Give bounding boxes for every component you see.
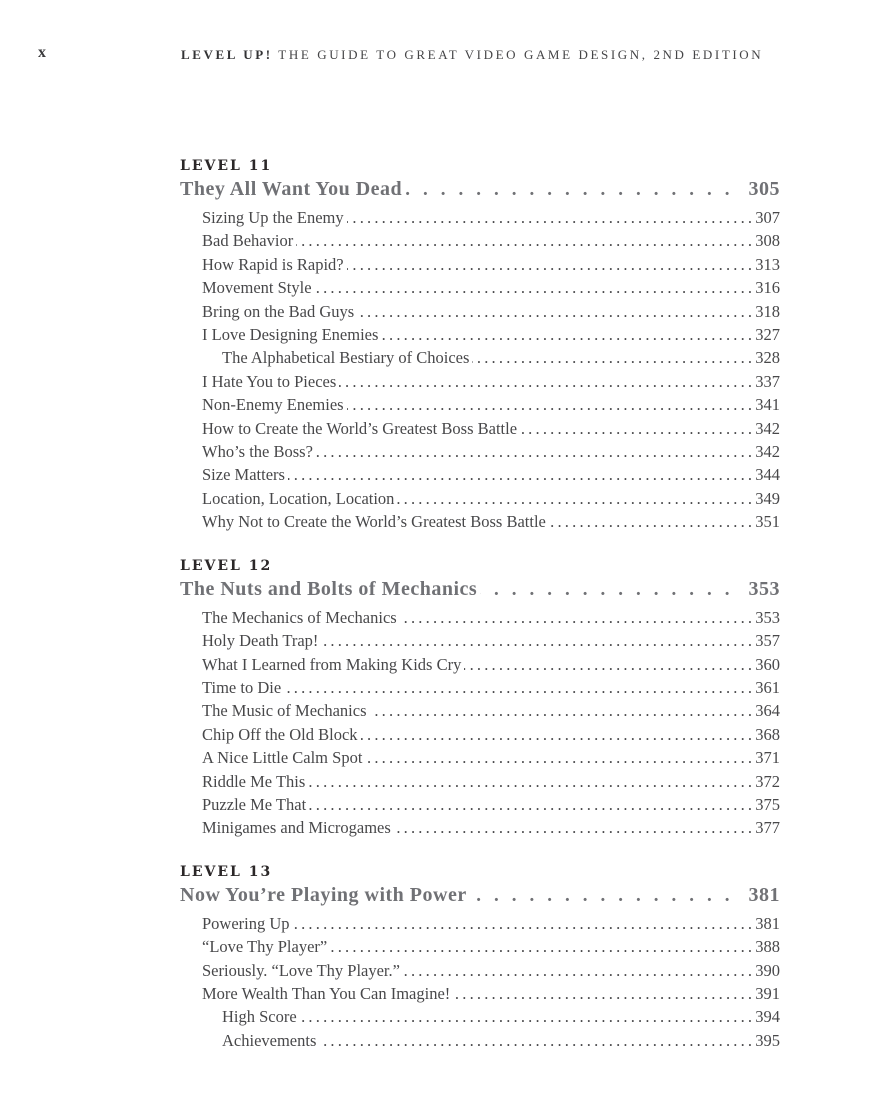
entry-page-number: 395: [755, 1030, 780, 1050]
entry-title: Movement Style: [202, 278, 312, 298]
dot-leader: [381, 323, 755, 346]
dot-leader: [549, 510, 755, 533]
entry-title: The Mechanics of Mechanics: [202, 607, 397, 627]
chapter-row: [180, 576, 780, 603]
toc-entry: [202, 229, 780, 252]
chapter-page-number: 353: [748, 577, 780, 600]
entry-page-number: 361: [755, 677, 780, 697]
level-label: LEVEL 11: [180, 158, 273, 174]
entry-title: How to Create the World’s Greatest Boss Battle: [202, 418, 518, 438]
entry-page-number: 388: [755, 937, 780, 957]
entry-page-number: 313: [755, 254, 780, 274]
toc-entry: [202, 723, 780, 746]
dot-leader: [288, 463, 755, 486]
toc-entry: [202, 699, 780, 722]
dot-leader: [403, 959, 755, 982]
dot-leader: [365, 746, 755, 769]
dot-leader: [339, 370, 755, 393]
dot-leader: [293, 912, 756, 935]
entry-page-number: 394: [755, 1007, 780, 1027]
dot-leader: [347, 253, 756, 276]
entry-title: Seriously. “Love Thy Player.”: [202, 960, 400, 980]
entry-title: Bring on the Bad Guys: [202, 301, 355, 321]
dot-leader: [397, 487, 755, 510]
entry-page-number: 375: [755, 794, 780, 814]
toc-entry: [202, 417, 780, 440]
dot-leader: [520, 417, 755, 440]
entry-page-number: 353: [755, 607, 780, 627]
dot-leader: [330, 935, 755, 958]
entry-page-number: 342: [755, 442, 780, 462]
toc-entry-sub: [202, 1005, 780, 1028]
chapter-title: The Nuts and Bolts of Mechanics: [180, 577, 478, 600]
dot-leader: [315, 276, 756, 299]
toc-entry: [202, 276, 780, 299]
page-folio: x: [38, 44, 46, 61]
entry-title: More Wealth Than You Can Imagine!: [202, 983, 451, 1003]
entry-title: Bad Behavior: [202, 231, 294, 251]
chapter-title: They All Want You Dead: [180, 178, 403, 200]
chapter-title: Now You’re Playing with Power: [180, 883, 467, 906]
toc-entry: [202, 323, 780, 346]
entry-title: A Nice Little Calm Spot: [202, 748, 363, 768]
entry-title: Non-Enemy Enemies: [202, 395, 344, 415]
toc-entry: [202, 629, 780, 652]
entry-page-number: 371: [755, 748, 780, 768]
entry-page-number: 307: [755, 208, 780, 227]
entry-title: Who’s the Boss?: [202, 442, 313, 462]
dot-leader: [361, 723, 756, 746]
entry-title: Puzzle Me That: [202, 794, 307, 814]
entry-page-number: 344: [755, 465, 780, 485]
running-header-subtitle: THE GUIDE TO GREAT VIDEO GAME DESIGN, 2ND EDITION: [272, 47, 764, 62]
chapter-row: [180, 882, 780, 909]
entry-title: Achievements: [222, 1030, 317, 1050]
entry-title: Chip Off the Old Block: [202, 724, 358, 744]
entry-page-number: 341: [755, 395, 780, 415]
toc-entry: [202, 510, 780, 533]
entry-title: Location, Location, Location: [202, 488, 395, 508]
entry-title: Size Matters: [202, 465, 285, 485]
toc-entry: [202, 463, 780, 486]
level-label: LEVEL 12: [180, 557, 273, 574]
toc-entry: [202, 300, 780, 323]
toc-entry: [202, 653, 780, 676]
toc-entry-sub: [202, 1029, 780, 1052]
level-label: LEVEL 13: [180, 863, 273, 880]
toc-entry: [202, 606, 780, 629]
entry-title: “Love Thy Player”: [202, 937, 328, 957]
dot-leader: [347, 393, 756, 416]
toc-entry: [202, 912, 780, 935]
toc-entry: [202, 487, 780, 510]
entry-page-number: 349: [755, 488, 780, 508]
entry-title: The Music of Mechanics: [202, 701, 367, 721]
dot-leader: [284, 676, 755, 699]
entry-title: Riddle Me This: [202, 771, 306, 791]
dot-leader: [464, 653, 755, 676]
entry-list: [202, 606, 780, 840]
chapter-row: [180, 176, 780, 203]
running-header-book-title: LEVEL UP!: [181, 47, 273, 62]
entry-page-number: 377: [755, 818, 780, 838]
toc-section-level-11: [180, 157, 780, 534]
dot-leader: [300, 1005, 756, 1028]
entry-page-number: 372: [755, 771, 780, 791]
dot-leader: [319, 1029, 755, 1052]
entry-title: How Rapid is Rapid?: [202, 254, 344, 274]
toc-entry-sub: [202, 346, 780, 369]
chapter-page-number: 305: [748, 178, 780, 200]
entry-title: What I Learned from Making Kids Cry: [202, 654, 462, 674]
table-of-contents: [180, 157, 780, 1052]
dot-leader: [394, 816, 755, 839]
entry-title: Minigames and Microgames: [202, 818, 391, 838]
toc-entry: [202, 816, 780, 839]
entry-page-number: 368: [755, 724, 780, 744]
toc-entry: [202, 982, 780, 1005]
entry-page-number: 337: [755, 371, 780, 391]
toc-entry: [202, 253, 780, 276]
entry-page-number: 342: [755, 418, 780, 438]
toc-entry: [202, 770, 780, 793]
entry-page-number: 381: [755, 913, 780, 933]
toc-section-level-12: [180, 557, 780, 840]
toc-entry: [202, 440, 780, 463]
dot-leader: [370, 699, 756, 722]
dot-leader: [316, 440, 755, 463]
dot-leader: [308, 770, 755, 793]
dot-leader: [405, 176, 742, 203]
dot-leader: [453, 982, 755, 1005]
entry-list: [202, 912, 780, 1052]
entry-title: The Alphabetical Bestiary of Choices: [222, 348, 470, 368]
toc-entry: [202, 393, 780, 416]
dot-leader: [480, 576, 742, 603]
dot-leader: [309, 793, 755, 816]
dot-leader: [472, 346, 755, 369]
toc-entry: [202, 793, 780, 816]
dot-leader: [400, 606, 756, 629]
toc-entry: [202, 206, 780, 229]
toc-entry: [202, 370, 780, 393]
entry-page-number: 360: [755, 654, 780, 674]
toc-entry: [202, 746, 780, 769]
dot-leader: [321, 629, 755, 652]
entry-page-number: 318: [755, 301, 780, 321]
toc-entry: [202, 959, 780, 982]
entry-title: Holy Death Trap!: [202, 631, 319, 651]
entry-page-number: 351: [755, 512, 780, 532]
entry-page-number: 357: [755, 631, 780, 651]
toc-section-level-13: [180, 863, 780, 1052]
entry-title: Sizing Up the Enemy: [202, 208, 344, 227]
entry-page-number: 328: [755, 348, 780, 368]
entry-title: High Score: [222, 1007, 297, 1027]
entry-page-number: 308: [755, 231, 780, 251]
entry-title: Powering Up: [202, 913, 290, 933]
entry-title: I Love Designing Enemies: [202, 325, 379, 345]
dot-leader: [357, 300, 755, 323]
entry-title: Why Not to Create the World’s Greatest Boss Battle: [202, 512, 546, 532]
running-header: [181, 47, 763, 63]
entry-page-number: 364: [755, 701, 780, 721]
entry-page-number: 316: [755, 278, 780, 298]
dot-leader: [296, 229, 755, 252]
entry-page-number: 391: [755, 983, 780, 1003]
chapter-page-number: 381: [748, 883, 780, 906]
entry-title: Time to Die: [202, 677, 282, 697]
toc-entry: [202, 935, 780, 958]
toc-entry: [202, 676, 780, 699]
entry-page-number: 327: [755, 325, 780, 345]
dot-leader: [347, 206, 756, 229]
entry-title: I Hate You to Pieces: [202, 371, 337, 391]
dot-leader: [470, 882, 743, 909]
entry-list: [202, 206, 780, 534]
entry-page-number: 390: [755, 960, 780, 980]
